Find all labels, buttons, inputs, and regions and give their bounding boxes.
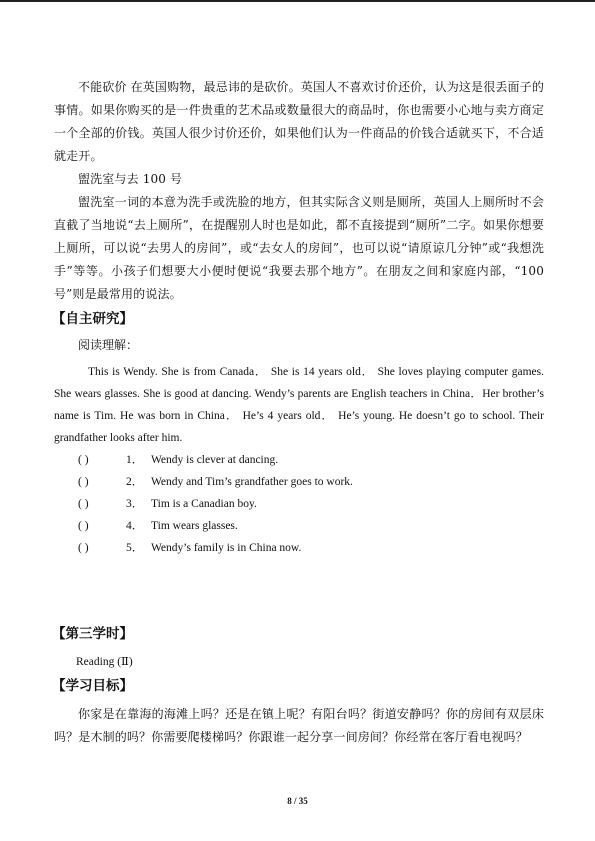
question-number: 1． — [126, 454, 144, 466]
question-text: Wendy is clever at dancing. — [151, 454, 279, 466]
subtitle-toilet: 盥洗室与去 100 号 — [78, 172, 187, 186]
page-content — [54, 76, 544, 749]
reading-comprehension-label: 阅读理解： — [78, 338, 139, 352]
question-item — [54, 537, 544, 559]
answer-blank[interactable]: ( ) — [78, 520, 89, 532]
question-text: Wendy’s family is in China now. — [151, 542, 302, 554]
heading-learning-objectives: 【学习目标】 — [52, 678, 133, 694]
question-item — [54, 471, 544, 493]
question-text: Wendy and Tim’s grandfather goes to work. — [151, 476, 353, 488]
heading-self-study: 【自主研究】 — [52, 311, 133, 327]
page-number: 8 / 35 — [287, 796, 308, 806]
question-number: 5． — [126, 542, 144, 554]
answer-blank[interactable]: ( ) — [78, 454, 89, 466]
paragraph-toilet: 盥洗室一词的本意为洗手或洗脸的地方，但其实际含义则是厕所，英国人上厕所时不会直截了当地说“去上厕所”，在提醒别人时也是如此，都不直接提到“厕所”二字。如果你想要上厕所，可以说“去男人的房间”，或“去女人的房间”，也可以说“请原谅几分钟”或“我想洗手”等等。小孩子们想要大小便时便说“我要去那个地方”。在朋友之间和家庭内部，“100 号”则是最常用的说法。 — [54, 195, 544, 301]
reading-section-label: Reading (Ⅱ) — [76, 656, 133, 668]
answer-blank[interactable]: ( ) — [78, 476, 89, 488]
paragraph-objectives: 你家是在靠海的海滩上吗？还是在镇上呢？有阳台吗？街道安静吗？你的房间有双层床吗？是木制的吗？你需要爬楼梯吗？你跟谁一起分享一间房间？你经常在客厅看电视吗？ — [54, 707, 544, 744]
heading-third-period: 【第三学时】 — [52, 626, 133, 642]
question-number: 3． — [126, 498, 144, 510]
question-number: 4． — [126, 520, 144, 532]
question-number: 2． — [126, 476, 144, 488]
answer-blank[interactable]: ( ) — [78, 498, 89, 510]
paragraph-bargaining: 不能砍价 在英国购物，最忌讳的是砍价。英国人不喜欢讨价还价，认为这是很丢面子的事情。如果你购买的是一件贵重的艺术品或数量很大的商品时，你也需要小心地与卖方商定一个全部的价钱。英国人很少讨价还价，如果他们认为一件商品的价钱合适就买下，不合适就走开。 — [54, 80, 544, 163]
question-text: Tim is a Canadian boy. — [151, 498, 257, 510]
question-item — [54, 515, 544, 537]
question-item — [54, 493, 544, 515]
question-item — [54, 449, 544, 471]
top-border-line — [0, 0, 595, 2]
reading-passage: This is Wendy. She is from Canada． She is 14 years old． She loves playing computer games. She wears glasses. She is good at dancing. Wendy’s parents are English teachers in China．Her brother’s name is Tim. He was born in China． He’s 4 years old． He’s young. He doesn’t go to school. Their grandfather looks after him. — [54, 366, 544, 444]
answer-blank[interactable]: ( ) — [78, 542, 89, 554]
question-text: Tim wears glasses. — [151, 520, 238, 532]
question-list — [54, 449, 544, 559]
